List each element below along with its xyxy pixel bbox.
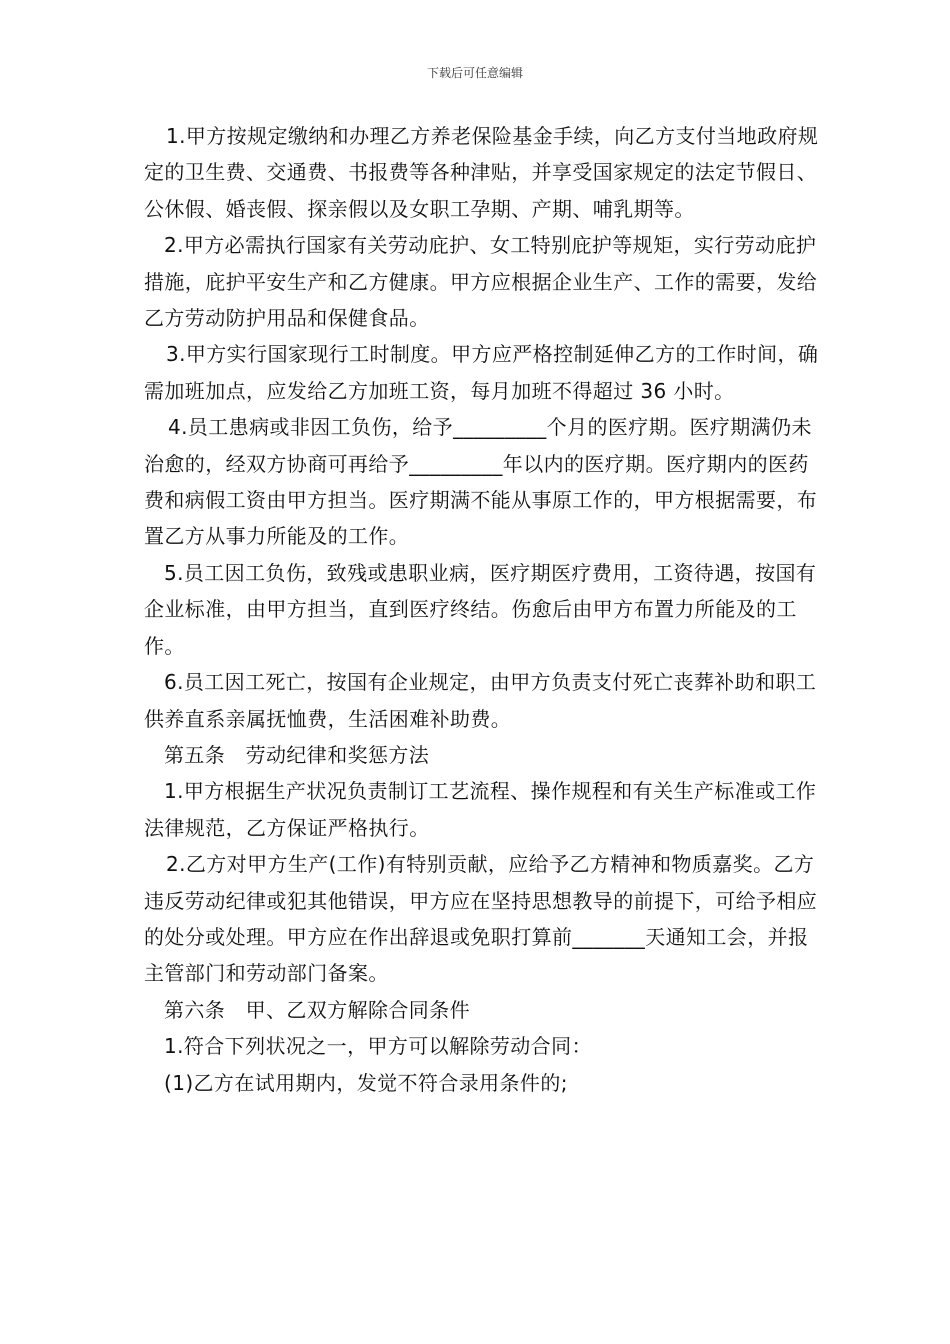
page-header: 下载后可任意编辑 bbox=[426, 66, 523, 80]
clause-paragraph: 1.甲方根据生产状况负责制订工艺流程、操作规程和有关生产标准或工作法律规范，乙方保证严格执行。 bbox=[144, 779, 817, 840]
clause-paragraph: 1.甲方按规定缴纳和办理乙方养老保险基金手续，向乙方支付当地政府规定的卫生费、交通费、书报费等各种津贴，并享受国家规定的法定节假日、公休假、婚丧假、探亲假以及女职工孕期、产期、哺乳期等。 bbox=[144, 124, 819, 221]
document-body bbox=[144, 118, 824, 1101]
clause-paragraph: 2.甲方必需执行国家有关劳动庇护、女工特别庇护等规矩，实行劳动庇护措施，庇护平安生产和乙方健康。甲方应根据企业生产、工作的需要，发给乙方劳动防护用品和保健食品。 bbox=[144, 233, 818, 331]
clause-paragraph: (1)乙方在试用期内，发觉不符合录用条件的; bbox=[164, 1070, 568, 1095]
clause-paragraph: 1.符合下列状况之一，甲方可以解除劳动合同： bbox=[164, 1034, 592, 1059]
clause-paragraph: 2.乙方对甲方生产(工作)有特别贡献，应给予乙方精神和物质嘉奖。乙方违反劳动纪律或犯其他错误，甲方应在坚持思想教导的前提下，可给予相应的处分或处理。甲方应在作出辞退或免职打算前_______天通知工会，并报主管部门和劳动部门备案。 bbox=[144, 852, 818, 986]
clause-paragraph: 5.员工因工负伤，致残或患职业病，医疗期医疗费用，工资待遇，按国有企业标准，由甲方担当，直到医疗终结。伤愈后由甲方布置力所能及的工作。 bbox=[144, 560, 817, 658]
section-heading: 第五条 劳动纪律和奖惩方法 bbox=[164, 742, 430, 767]
clause-paragraph: 4.员工患病或非因工负伤，给予_________个月的医疗期。医疗期满仍未治愈的，经双方协商可再给予_________年以内的医疗期。医疗期内的医药费和病假工资由甲方担当。医疗期满不能从事原工作的，甲方根据需要，布置乙方从事力所能及的工作。 bbox=[144, 415, 818, 549]
section-heading: 第六条 甲、乙双方解除合同条件 bbox=[164, 997, 470, 1022]
clause-paragraph: 6.员工因工死亡，按国有企业规定，由甲方负责支付死亡丧葬补助和职工供养直系亲属抚恤费，生活困难补助费。 bbox=[144, 670, 817, 731]
clause-paragraph: 3.甲方实行国家现行工时制度。甲方应严格控制延伸乙方的工作时间，确需加班加点，应发给乙方加班工资，每月加班不得超过 36 小时。 bbox=[144, 342, 819, 403]
